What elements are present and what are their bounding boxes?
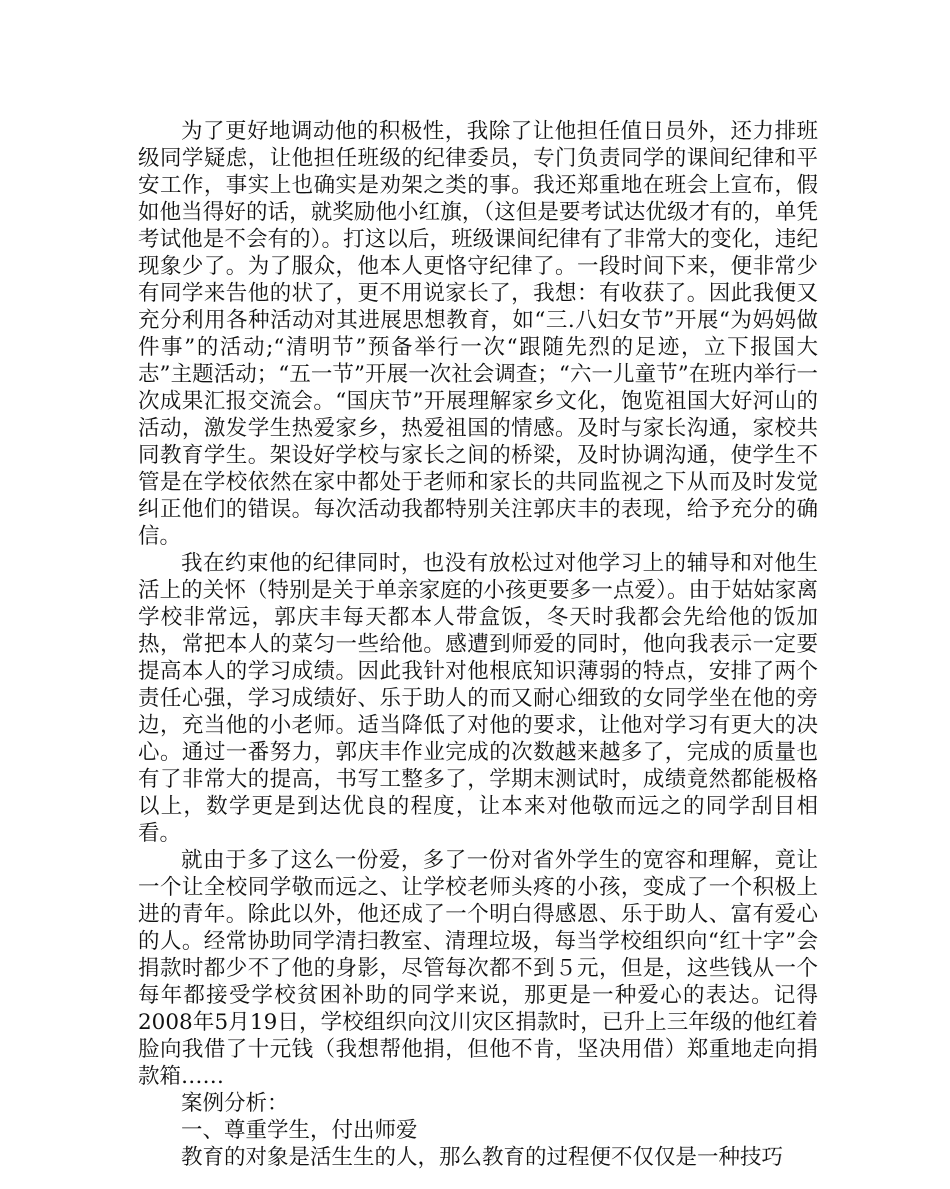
document-page	[138, 118, 818, 1171]
paragraph-2: 我在约束他的纪律同时，也没有放松过对他学习上的辅导和对他生活上的关怀（特别是关于单亲家庭的小孩更要多一点爱）。由于姑姑家离学校非常远，郭庆丰每天都本人带盒饭，冬天时我都会先给他的饭加热，常把本人的菜匀一些给他。感遭到师爱的同时，他向我表示一定要提高本人的学习成绩。因此我针对他根底知识薄弱的特点，安排了两个责任心强，学习成绩好、乐于助人的而又耐心细致的女同学坐在他的旁边，充当他的小老师。适当降低了对他的要求，让他对学习有更大的决心。通过一番努力，郭庆丰作业完成的次数越来越多了，完成的质量也有了非常大的提高，书写工整多了，学期末测试时，成绩竟然都能极格以上，数学更是到达优良的程度，让本来对他敬而远之的同学刮目相看。	[138, 551, 818, 846]
paragraph-1: 为了更好地调动他的积极性，我除了让他担任值日员外，还力排班级同学疑虑，让他担任班级的纪律委员，专门负责同学的课间纪律和平安工作，事实上也确实是劝架之类的事。我还郑重地在班会上宣布，假如他当得好的话，就奖励他小红旗，（这但是要考试达优级才有的，单凭考试他是不会有的）。打这以后，班级课间纪律有了非常大的变化，违纪现象少了。为了服众，他本人更恪守纪律了。一段时间下来，便非常少有同学来告他的状了，更不用说家长了，我想：有收获了。因此我便又充分利用各种活动对其进展思想教育，如“三.八妇女节”开展“为妈妈做件事”的活动;“清明节”预备举行一次“跟随先烈的足迹，立下报国大志”主题活动；“五一节”开展一次社会调查；“六一儿童节”在班内举行一次成果汇报交流会。“国庆节”开展理解家乡文化，饱览祖国大好河山的活动，激发学生热爱家乡，热爱祖国的情感。及时与家长沟通，家校共同教育学生。架设好学校与家长之间的桥梁，及时协调沟通，使学生不管是在学校依然在家中都处于老师和家长的共同监视之下从而及时发觉纠正他们的错误。每次活动我都特别关注郭庆丰的表现，给予充分的确信。	[138, 119, 818, 549]
paragraph-3: 就由于多了这么一份爱，多了一份对省外学生的宽容和理解，竟让一个让全校同学敬而远之、让学校老师头疼的小孩，变成了一个积极上进的青年。除此以外，他还成了一个明白得感恩、乐于助人、富有爱心的人。经常协助同学清扫教室、清理垃圾，每当学校组织向“红十字”会捐款时都少不了他的身影，尽管每次都不到５元，但是，这些钱从一个每年都接受学校贫困补助的同学来说，那更是一种爱心的表达。记得2008年5月19日，学校组织向汶川灾区捐款时，已升上三年级的他红着脸向我借了十元钱（我想帮他捐，但他不肯，坚决用借）郑重地走向捐款箱……	[138, 848, 818, 1089]
case-analysis-heading: 案例分析：	[181, 1091, 289, 1116]
paragraph-4: 教育的对象是活生生的人，那么教育的过程便不仅仅是一种技巧	[181, 1145, 784, 1170]
section-heading-1: 一、尊重学生，付出师爱	[181, 1118, 418, 1143]
